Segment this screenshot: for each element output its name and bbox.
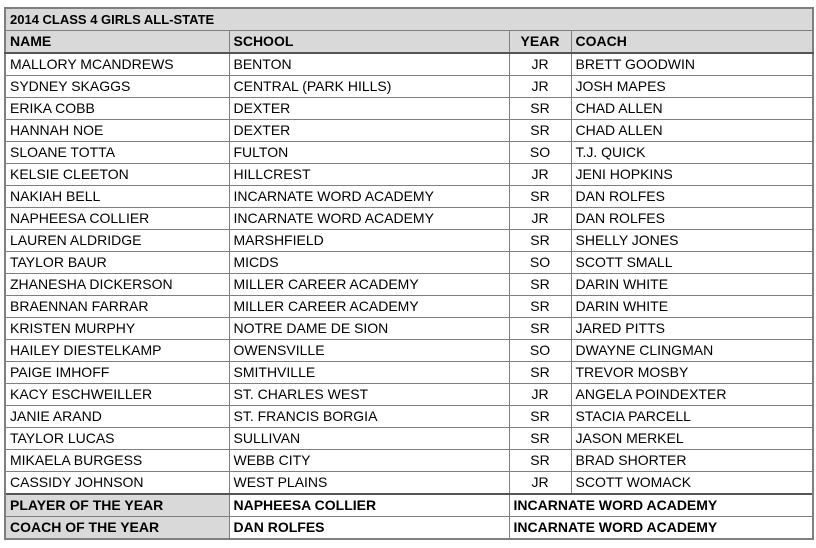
header-school: SCHOOL xyxy=(229,31,509,54)
award-row xyxy=(5,494,813,517)
table-row xyxy=(5,53,813,76)
player-year: SR xyxy=(509,318,571,340)
player-coach: JOSH MAPES xyxy=(571,76,813,98)
player-school: BENTON xyxy=(229,53,509,76)
player-coach: ANGELA POINDEXTER xyxy=(571,384,813,406)
player-school: ST. CHARLES WEST xyxy=(229,384,509,406)
player-name: NAKIAH BELL xyxy=(5,186,229,208)
table-row xyxy=(5,274,813,296)
player-name: CASSIDY JOHNSON xyxy=(5,472,229,495)
player-school: MICDS xyxy=(229,252,509,274)
player-school: DEXTER xyxy=(229,98,509,120)
player-school: WEBB CITY xyxy=(229,450,509,472)
player-coach: STACIA PARCELL xyxy=(571,406,813,428)
table-row xyxy=(5,252,813,274)
player-name: ZHANESHA DICKERSON xyxy=(5,274,229,296)
table-row xyxy=(5,318,813,340)
player-name: NAPHEESA COLLIER xyxy=(5,208,229,230)
player-year: SR xyxy=(509,362,571,384)
player-school: MILLER CAREER ACADEMY xyxy=(229,296,509,318)
table-row xyxy=(5,296,813,318)
table-row xyxy=(5,98,813,120)
player-year: SO xyxy=(509,340,571,362)
player-coach: SCOTT SMALL xyxy=(571,252,813,274)
table-row xyxy=(5,120,813,142)
table-row xyxy=(5,208,813,230)
player-name: ERIKA COBB xyxy=(5,98,229,120)
player-name: MIKAELA BURGESS xyxy=(5,450,229,472)
player-school: ST. FRANCIS BORGIA xyxy=(229,406,509,428)
player-year: SR xyxy=(509,186,571,208)
award-winner: DAN ROLFES xyxy=(229,517,509,540)
player-school: INCARNATE WORD ACADEMY xyxy=(229,208,509,230)
player-coach: BRETT GOODWIN xyxy=(571,53,813,76)
header-row xyxy=(5,31,813,54)
player-coach: JARED PITTS xyxy=(571,318,813,340)
player-coach: DWAYNE CLINGMAN xyxy=(571,340,813,362)
player-coach: CHAD ALLEN xyxy=(571,98,813,120)
header-name: NAME xyxy=(5,31,229,54)
player-school: CENTRAL (PARK HILLS) xyxy=(229,76,509,98)
header-year: YEAR xyxy=(509,31,571,54)
player-coach: DARIN WHITE xyxy=(571,296,813,318)
table-row xyxy=(5,384,813,406)
player-school: SULLIVAN xyxy=(229,428,509,450)
player-year: SR xyxy=(509,120,571,142)
table-row xyxy=(5,230,813,252)
player-year: SO xyxy=(509,252,571,274)
player-name: PAIGE IMHOFF xyxy=(5,362,229,384)
player-coach: SCOTT WOMACK xyxy=(571,472,813,495)
player-school: WEST PLAINS xyxy=(229,472,509,495)
table-row xyxy=(5,186,813,208)
player-name: KRISTEN MURPHY xyxy=(5,318,229,340)
player-name: LAUREN ALDRIDGE xyxy=(5,230,229,252)
player-name: TAYLOR LUCAS xyxy=(5,428,229,450)
player-year: JR xyxy=(509,53,571,76)
table-title: 2014 CLASS 4 GIRLS ALL-STATE xyxy=(5,8,813,31)
player-school: INCARNATE WORD ACADEMY xyxy=(229,186,509,208)
player-name: SYDNEY SKAGGS xyxy=(5,76,229,98)
player-coach: BRAD SHORTER xyxy=(571,450,813,472)
table-row xyxy=(5,450,813,472)
player-coach: DAN ROLFES xyxy=(571,208,813,230)
player-coach: CHAD ALLEN xyxy=(571,120,813,142)
award-school: INCARNATE WORD ACADEMY xyxy=(509,494,813,517)
player-school: OWENSVILLE xyxy=(229,340,509,362)
table-title-row xyxy=(5,8,813,31)
player-year: SR xyxy=(509,406,571,428)
player-coach: DARIN WHITE xyxy=(571,274,813,296)
all-state-table xyxy=(4,7,814,540)
player-year: SR xyxy=(509,98,571,120)
table-row xyxy=(5,362,813,384)
player-name: TAYLOR BAUR xyxy=(5,252,229,274)
player-school: MILLER CAREER ACADEMY xyxy=(229,274,509,296)
table-row xyxy=(5,340,813,362)
player-coach: TREVOR MOSBY xyxy=(571,362,813,384)
player-coach: T.J. QUICK xyxy=(571,142,813,164)
player-year: JR xyxy=(509,164,571,186)
table-row xyxy=(5,164,813,186)
table-row xyxy=(5,428,813,450)
player-name: SLOANE TOTTA xyxy=(5,142,229,164)
player-year: SR xyxy=(509,428,571,450)
player-school: FULTON xyxy=(229,142,509,164)
player-year: SR xyxy=(509,450,571,472)
player-school: NOTRE DAME DE SION xyxy=(229,318,509,340)
player-year: SR xyxy=(509,230,571,252)
player-year: SO xyxy=(509,142,571,164)
player-coach: JENI HOPKINS xyxy=(571,164,813,186)
player-name: KACY ESCHWEILLER xyxy=(5,384,229,406)
award-label: COACH OF THE YEAR xyxy=(5,517,229,540)
award-label: PLAYER OF THE YEAR xyxy=(5,494,229,517)
table-row xyxy=(5,406,813,428)
player-name: KELSIE CLEETON xyxy=(5,164,229,186)
player-name: HANNAH NOE xyxy=(5,120,229,142)
table-row xyxy=(5,142,813,164)
player-coach: SHELLY JONES xyxy=(571,230,813,252)
player-name: JANIE ARAND xyxy=(5,406,229,428)
player-year: JR xyxy=(509,472,571,495)
player-school: MARSHFIELD xyxy=(229,230,509,252)
player-coach: DAN ROLFES xyxy=(571,186,813,208)
table-row xyxy=(5,76,813,98)
player-school: DEXTER xyxy=(229,120,509,142)
player-name: BRAENNAN FARRAR xyxy=(5,296,229,318)
header-coach: COACH xyxy=(571,31,813,54)
player-name: HAILEY DIESTELKAMP xyxy=(5,340,229,362)
player-school: SMITHVILLE xyxy=(229,362,509,384)
player-coach: JASON MERKEL xyxy=(571,428,813,450)
player-year: SR xyxy=(509,296,571,318)
table-row xyxy=(5,472,813,495)
player-name: MALLORY MCANDREWS xyxy=(5,53,229,76)
player-year: JR xyxy=(509,384,571,406)
award-school: INCARNATE WORD ACADEMY xyxy=(509,517,813,540)
award-winner: NAPHEESA COLLIER xyxy=(229,494,509,517)
player-school: HILLCREST xyxy=(229,164,509,186)
player-year: JR xyxy=(509,76,571,98)
award-row xyxy=(5,517,813,540)
player-year: SR xyxy=(509,274,571,296)
player-year: JR xyxy=(509,208,571,230)
